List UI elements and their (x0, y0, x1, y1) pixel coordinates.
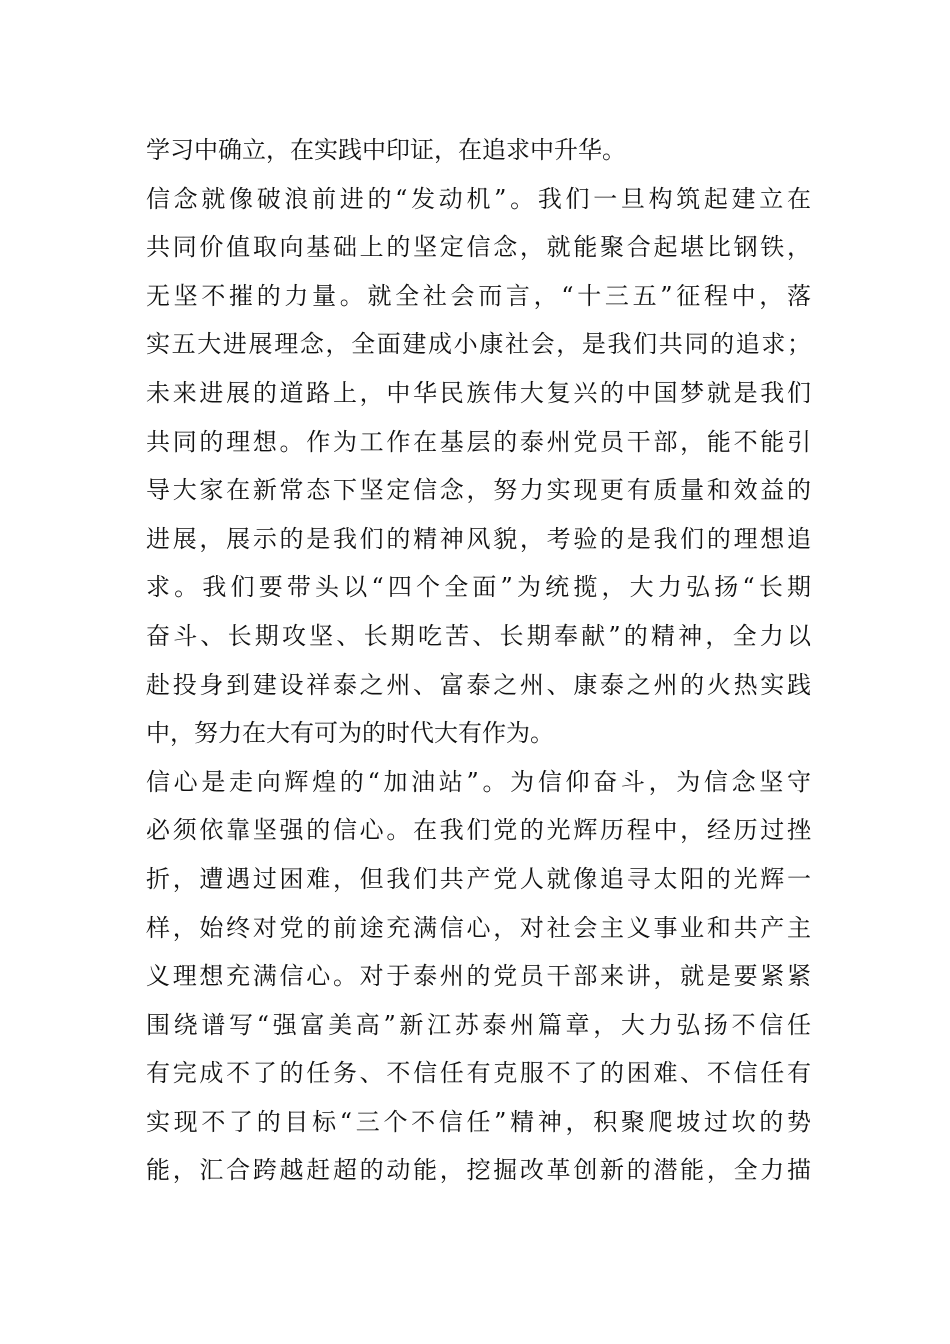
text-line: 信念就像破浪前进的“发动机”。我们一旦构筑起建立在 (146, 184, 811, 213)
text-line: 义理想充满信心。对于泰州的党员干部来讲，就是要紧紧 (146, 962, 811, 991)
text-line: 样，始终对党的前途充满信心，对社会主义事业和共产主 (146, 913, 811, 942)
text-line: 进展，展示的是我们的精神风貌，考验的是我们的理想追 (146, 524, 811, 553)
text-line: 能，汇合跨越赶超的动能，挖掘改革创新的潜能，全力描 (146, 1156, 811, 1185)
text-line: 实现不了的目标“三个不信任”精神，积聚爬坡过坎的势 (146, 1107, 811, 1136)
text-line: 中，努力在大有可为的时代大有作为。 (146, 719, 554, 748)
text-line: 赴投身到建设祥泰之州、富泰之州、康泰之州的火热实践 (146, 670, 811, 699)
text-line: 未来进展的道路上，中华民族伟大复兴的中国梦就是我们 (146, 378, 811, 407)
paragraph-3 (146, 758, 811, 1195)
text-line: 必须依靠坚强的信心。在我们党的光辉历程中，经历过挫 (146, 816, 811, 845)
text-line: 无坚不摧的力量。就全社会而言，“十三五”征程中，落 (146, 281, 811, 310)
text-line: 奋斗、长期攻坚、长期吃苦、长期奉献”的精神，全力以 (146, 621, 811, 650)
paragraph-2 (146, 175, 811, 758)
text-line: 折，遭遇过困难，但我们共产党人就像追寻太阳的光辉一 (146, 864, 811, 893)
text-line: 导大家在新常态下坚定信念，努力实现更有质量和效益的 (146, 476, 811, 505)
text-line: 学习中确立，在实践中印证，在追求中升华。 (146, 136, 626, 164)
paragraph-1 (146, 126, 811, 175)
document-body (146, 126, 811, 1195)
text-line: 信心是走向辉煌的“加油站”。为信仰奋斗，为信念坚守 (146, 767, 811, 796)
text-line: 共同价值取向基础上的坚定信念，就能聚合起堪比钢铁， (146, 233, 811, 262)
text-line: 有完成不了的任务、不信任有克服不了的困难、不信任有 (146, 1059, 811, 1088)
text-line: 实五大进展理念，全面建成小康社会，是我们共同的追求； (146, 330, 811, 359)
text-line: 围绕谱写“强富美高”新江苏泰州篇章，大力弘扬不信任 (146, 1010, 811, 1039)
text-line: 共同的理想。作为工作在基层的泰州党员干部，能不能引 (146, 427, 811, 456)
text-line: 求。我们要带头以“四个全面”为统揽，大力弘扬“长期 (146, 573, 811, 602)
